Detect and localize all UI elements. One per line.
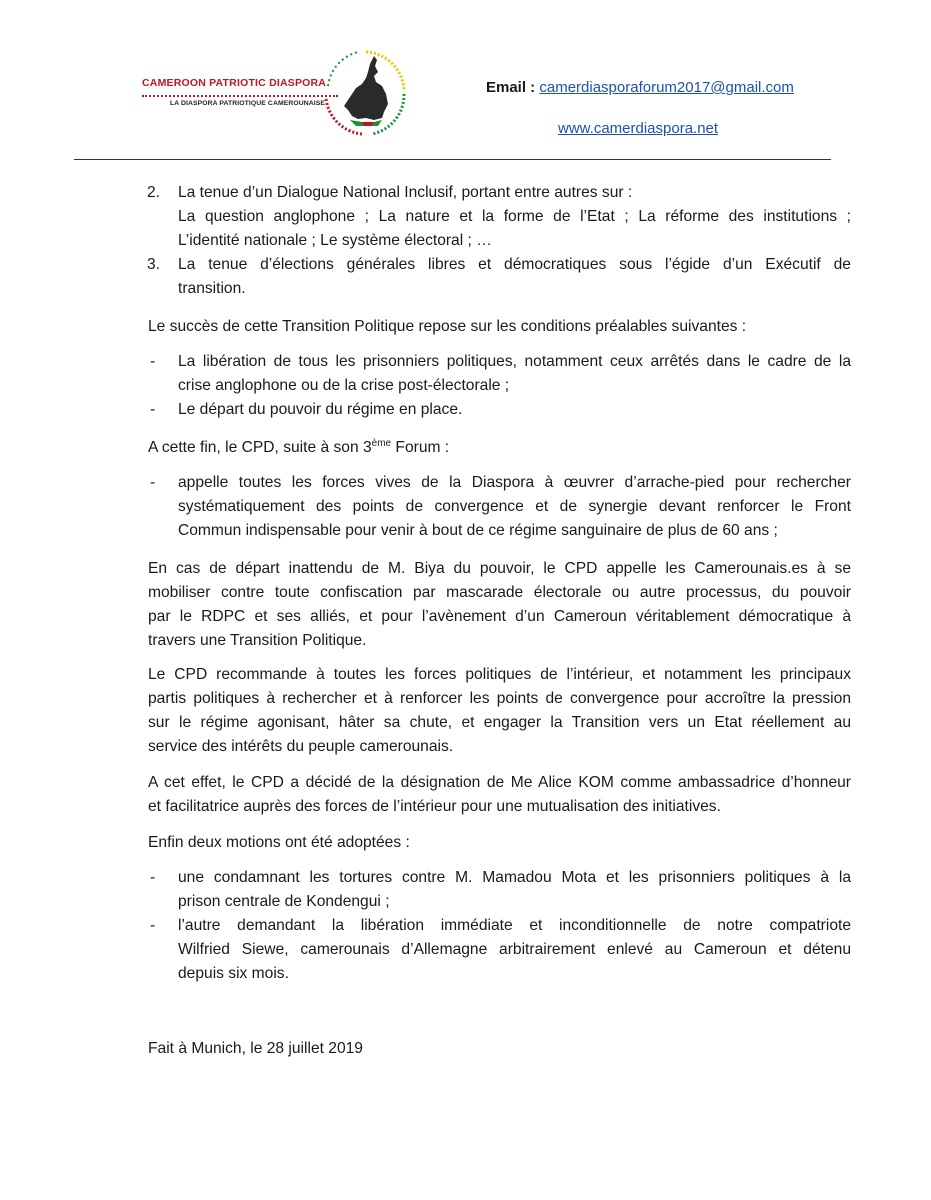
logo-subtitle: LA DIASPORA PATRIOTIQUE CAMEROUNAISE <box>170 100 326 107</box>
header-divider <box>74 159 831 160</box>
bullet-dash: - <box>150 869 156 886</box>
paragraph-line: travers une Transition Politique. <box>148 632 367 649</box>
list-item-text: Wilfried Siewe, camerounais d’Allemagne arbitrairement enlevé au Cameroun et détenu <box>178 941 851 958</box>
paragraph-text: Forum : <box>391 439 450 456</box>
signature-line: Fait à Munich, le 28 juillet 2019 <box>148 1040 363 1057</box>
list-item-text: depuis six mois. <box>178 965 289 982</box>
paragraph: Le succès de cette Transition Politique repose sur les conditions préalables suivantes : <box>148 318 747 335</box>
paragraph <box>148 436 449 459</box>
paragraph-line: mobiliser contre toute confiscation par mascarade électorale ou autre processus, du pouvoir <box>148 584 851 601</box>
bullet-dash: - <box>150 474 156 491</box>
list-item-text: une condamnant les tortures contre M. Mamadou Mota et les prisonniers politiques à la <box>178 869 851 886</box>
paragraph-line: A cet effet, le CPD a décidé de la désignation de Me Alice KOM comme ambassadrice d’honneur <box>148 774 851 791</box>
list-item-text: La tenue d’élections générales libres et démocratiques sous l’égide d’un Exécutif de <box>178 256 851 273</box>
paragraph-line: Le CPD recommande à toutes les forces politiques de l’intérieur, et notamment les principaux <box>148 666 851 683</box>
cpd-logo <box>136 46 408 142</box>
paragraph-text: A cette fin, le CPD, suite à son 3 <box>148 439 372 456</box>
paragraph-line: et facilitatrice auprès des forces de l’intérieur pour une mutualisation des initiatives. <box>148 798 721 815</box>
contact-website-line <box>558 120 718 137</box>
list-item-text: Le départ du pouvoir du régime en place. <box>178 401 463 418</box>
list-item-text: Commun indispensable pour venir à bout de ce régime sanguinaire de plus de 60 ans ; <box>178 522 778 539</box>
list-item-text: La libération de tous les prisonniers politiques, notamment ceux arrêtés dans le cadre de la <box>178 353 851 370</box>
cameroon-map-icon <box>322 46 408 142</box>
list-item-text: transition. <box>178 280 246 297</box>
email-link[interactable]: camerdiasporaforum2017@gmail.com <box>539 79 794 96</box>
list-item-text: l’autre demandant la libération immédiate et inconditionnelle de notre compatriote <box>178 917 851 934</box>
paragraph-line: service des intérêts du peuple camerounais. <box>148 738 454 755</box>
list-item-text: crise anglophone ou de la crise post-électorale ; <box>178 377 510 394</box>
list-item-text: L’identité nationale ; Le système électoral ; … <box>178 232 492 249</box>
list-item-text: appelle toutes les forces vives de la Diaspora à œuvrer d’arrache-pied pour rechercher <box>178 474 851 491</box>
paragraph-line: En cas de départ inattendu de M. Biya du pouvoir, le CPD appelle les Camerounais.es à se <box>148 560 851 577</box>
bullet-dash: - <box>150 353 156 370</box>
email-label: Email : <box>486 79 540 96</box>
bullet-dash: - <box>150 401 156 418</box>
list-number: 2. <box>147 184 161 201</box>
contact-email-line <box>486 79 794 96</box>
superscript: ème <box>371 437 392 449</box>
website-link[interactable]: www.camerdiaspora.net <box>558 120 719 137</box>
paragraph-line: partis politiques à rechercher et à renforcer les points de convergence pour accroître la pression <box>148 690 851 707</box>
list-item-text: La tenue d’un Dialogue National Inclusif, portant entre autres sur : <box>178 184 633 201</box>
list-item-text: prison centrale de Kondengui ; <box>178 893 390 910</box>
paragraph-line: par le RDPC et ses alliés, et pour l’avènement d’un Cameroun véritablement démocratique à <box>148 608 851 625</box>
paragraph: Enfin deux motions ont été adoptées : <box>148 834 410 851</box>
list-number: 3. <box>147 256 161 273</box>
list-item-text: La question anglophone ; La nature et la forme de l’Etat ; La réforme des institutions ; <box>178 208 851 225</box>
list-item-text: systématiquement des points de convergence et de synergie devant renforcer le Front <box>178 498 851 515</box>
bullet-dash: - <box>150 917 156 934</box>
logo-dotted-line <box>142 95 338 97</box>
paragraph-line: sur le régime agonisant, hâter sa chute, et engager la Transition vers un Etat réellement au <box>148 714 851 731</box>
logo-title: CAMEROON PATRIOTIC DIASPORA <box>142 77 327 89</box>
